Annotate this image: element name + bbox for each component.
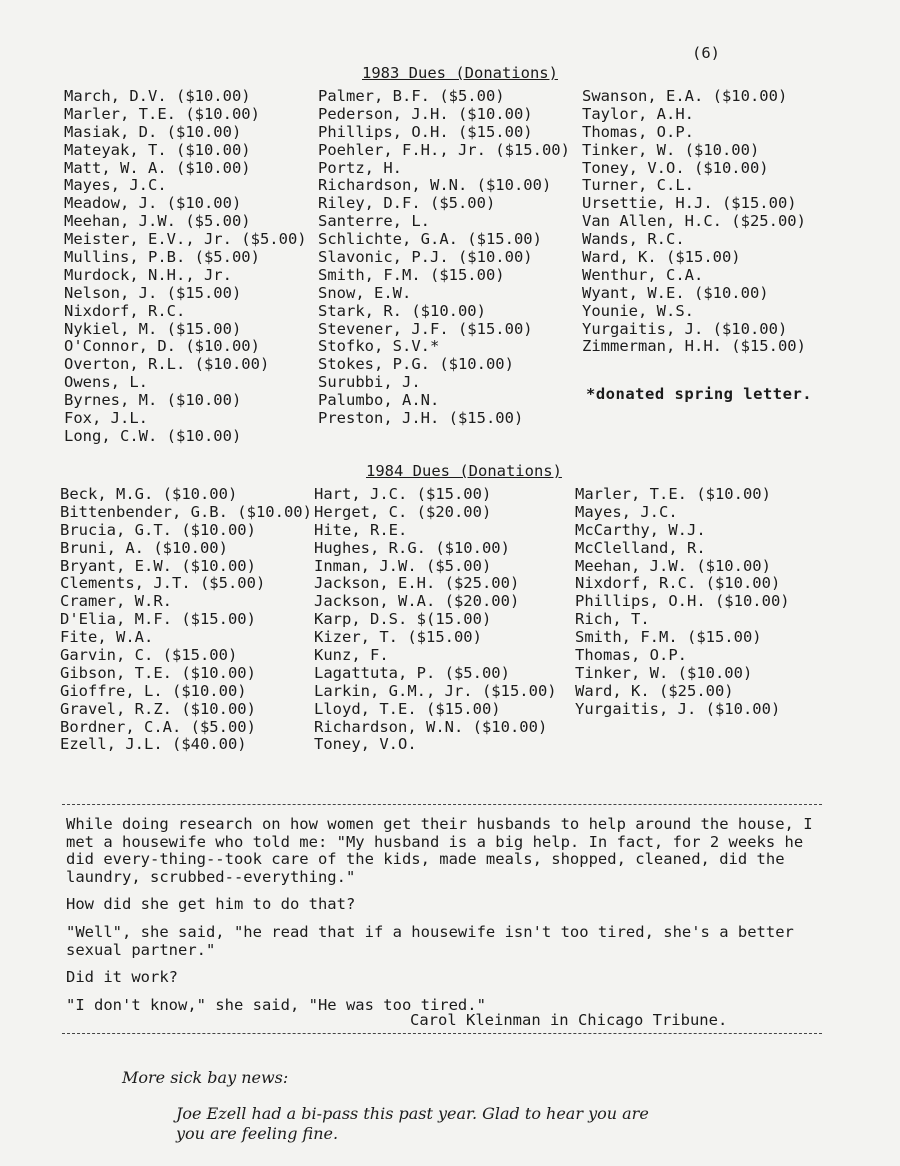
donor-entry: Nykiel, M. ($15.00) <box>64 319 242 338</box>
donor-entry: Ursettie, H.J. ($15.00) <box>582 194 797 213</box>
donor-entry: Garvin, C. ($15.00) <box>60 646 238 665</box>
donor-entry: Surubbi, J. <box>318 373 421 392</box>
donor-entry: Owens, L. <box>64 373 148 392</box>
donor-entry: Gioffre, L. ($10.00) <box>60 681 247 700</box>
story-paragraph: "I don't know," she said, "He was too tired." <box>66 995 486 1014</box>
donor-entry: Tinker, W. ($10.00) <box>575 663 753 682</box>
donor-entry: Meister, E.V., Jr. ($5.00) <box>64 230 307 249</box>
donor-entry: Smith, F.M. ($15.00) <box>575 628 762 647</box>
donor-entry: Swanson, E.A. ($10.00) <box>582 87 788 105</box>
donor-entry: Stokes, P.G. ($10.00) <box>318 355 514 374</box>
donor-entry: Overton, R.L. ($10.00) <box>64 355 270 374</box>
donor-entry: Mateyak, T. ($10.00) <box>64 140 251 159</box>
donor-entry: Portz, H. <box>318 158 402 177</box>
donor-entry: Beck, M.G. ($10.00) <box>60 485 238 503</box>
donor-entry: Nelson, J. ($15.00) <box>64 283 242 302</box>
donor-entry: Younie, W.S. <box>582 301 694 320</box>
donor-entry: Marler, T.E. ($10.00) <box>575 485 771 503</box>
donor-entry: Yurgaitis, J. ($10.00) <box>575 699 781 718</box>
donor-entry: Gravel, R.Z. ($10.00) <box>60 699 256 718</box>
donor-entry: Phillips, O.H. ($10.00) <box>575 592 790 611</box>
donor-entry: Poehler, F.H., Jr. ($15.00) <box>318 140 570 159</box>
donor-entry: Bittenbender, G.B. ($10.00) <box>60 502 312 521</box>
donor-entry: Mullins, P.B. ($5.00) <box>64 248 260 267</box>
divider-top <box>62 804 822 805</box>
story-credit: Carol Kleinman in Chicago Tribune. <box>410 1011 728 1029</box>
donor-entry: Bryant, E.W. ($10.00) <box>60 556 256 575</box>
donor-entry: Riley, D.F. ($5.00) <box>318 194 496 213</box>
donor-entry: Hite, R.E. <box>314 520 408 539</box>
donor-entry: Lloyd, T.E. ($15.00) <box>314 699 501 718</box>
donor-entry: Richardson, W.N. ($10.00) <box>314 717 548 736</box>
donor-entry: Brucia, G.T. ($10.00) <box>60 520 256 539</box>
donor-entry: Toney, V.O. <box>314 735 417 754</box>
donor-entry: Palumbo, A.N. <box>318 391 440 410</box>
donor-entry: Jackson, W.A. ($20.00) <box>314 592 520 611</box>
donor-entry: Matt, W. A. ($10.00) <box>64 158 251 177</box>
donor-entry: Yurgaitis, J. ($10.00) <box>582 319 788 338</box>
donor-entry: Fite, W.A. <box>60 628 154 647</box>
donor-entry: Gibson, T.E. ($10.00) <box>60 663 256 682</box>
dues-1984-col3 <box>575 486 790 719</box>
dues-1984-col1 <box>60 486 312 754</box>
donor-entry: Mayes, J.C. <box>575 502 678 521</box>
donor-entry: Thomas, O.P. <box>575 646 687 665</box>
donor-entry: Long, C.W. ($10.00) <box>64 426 242 445</box>
donor-entry: Wands, R.C. <box>582 230 685 249</box>
donor-entry: Wenthur, C.A. <box>582 265 704 284</box>
dues-1983-col2 <box>318 88 570 428</box>
story-paragraph: While doing research on how women get their husbands to help around the house, I met a housewife who told me: "My husband is a big help. In fact, for 2 weeks he did every-thing--took care of the kids, made meals, shopped, cleaned, did the laundry, scrubbed--everything." <box>66 815 813 886</box>
donor-entry: Hart, J.C. ($15.00) <box>314 485 492 503</box>
donor-entry: Ward, K. ($25.00) <box>575 681 734 700</box>
donor-entry: Phillips, O.H. ($15.00) <box>318 122 533 141</box>
donor-entry: Kunz, F. <box>314 646 389 665</box>
donor-entry: Toney, V.O. ($10.00) <box>582 158 769 177</box>
donor-entry: Meehan, J.W. ($5.00) <box>64 212 251 231</box>
donor-entry: Wyant, W.E. ($10.00) <box>582 283 769 302</box>
page-number: (6) <box>692 44 720 62</box>
donor-entry: Palmer, B.F. ($5.00) <box>318 87 505 105</box>
donor-entry: Bruni, A. ($10.00) <box>60 538 228 557</box>
donor-entry: Richardson, W.N. ($10.00) <box>318 176 552 195</box>
dues-1983-heading: 1983 Dues (Donations) <box>362 64 558 82</box>
donor-entry: Preston, J.H. ($15.00) <box>318 409 524 428</box>
sick-bay-line2: you are feeling fine. <box>176 1124 339 1143</box>
story-paragraph: "Well", she said, "he read that if a housewife isn't too tired, she's a better sexual partner." <box>66 922 794 959</box>
donor-entry: Nixdorf, R.C. ($10.00) <box>575 574 781 593</box>
donor-entry: Mayes, J.C. <box>64 176 167 195</box>
donor-entry: Tinker, W. ($10.00) <box>582 140 760 159</box>
sick-bay-heading: More sick bay news: <box>122 1068 289 1087</box>
donor-entry: Rich, T. <box>575 610 650 629</box>
donor-entry: Inman, J.W. ($5.00) <box>314 556 492 575</box>
donor-entry: McCarthy, W.J. <box>575 520 706 539</box>
donor-entry: Masiak, D. ($10.00) <box>64 122 242 141</box>
donor-entry: Herget, C. ($20.00) <box>314 502 492 521</box>
donor-entry: Byrnes, M. ($10.00) <box>64 391 242 410</box>
dues-1984-col2 <box>314 486 557 754</box>
donor-entry: Larkin, G.M., Jr. ($15.00) <box>314 681 557 700</box>
donor-entry: Stark, R. ($10.00) <box>318 301 486 320</box>
donor-entry: Stofko, S.V.* <box>318 337 440 356</box>
donor-entry: Ward, K. ($15.00) <box>582 248 741 267</box>
housewife-story <box>66 816 828 1024</box>
donor-entry: Meadow, J. ($10.00) <box>64 194 242 213</box>
donor-entry: Nixdorf, R.C. <box>64 301 186 320</box>
donor-entry: Santerre, L. <box>318 212 430 231</box>
donor-entry: March, D.V. ($10.00) <box>64 87 251 105</box>
dues-1983-col1 <box>64 88 307 446</box>
donor-entry: Turner, C.L. <box>582 176 694 195</box>
donor-entry: Ezell, J.L. ($40.00) <box>60 735 247 754</box>
donor-entry: Schlichte, G.A. ($15.00) <box>318 230 542 249</box>
sick-bay-line1: Joe Ezell had a bi-pass this past year. Glad to hear you are <box>176 1104 649 1123</box>
donor-entry: Cramer, W.R. <box>60 592 172 611</box>
dues-1983-col3 <box>582 88 806 356</box>
donor-entry: Snow, E.W. <box>318 283 412 302</box>
donor-entry: O'Connor, D. ($10.00) <box>64 337 260 356</box>
donor-entry: Hughes, R.G. ($10.00) <box>314 538 510 557</box>
donor-entry: Taylor, A.H. <box>582 104 694 123</box>
donor-entry: Fox, J.L. <box>64 409 148 428</box>
story-paragraph: How did she get him to do that? <box>66 895 356 914</box>
donor-entry: Clements, J.T. ($5.00) <box>60 574 266 593</box>
donor-entry: Van Allen, H.C. ($25.00) <box>582 212 806 231</box>
donor-entry: Zimmerman, H.H. ($15.00) <box>582 337 806 356</box>
dues-1984-heading: 1984 Dues (Donations) <box>366 462 562 480</box>
donor-entry: Jackson, E.H. ($25.00) <box>314 574 520 593</box>
divider-bottom <box>62 1033 822 1034</box>
donor-entry: Marler, T.E. ($10.00) <box>64 104 260 123</box>
donor-entry: Smith, F.M. ($15.00) <box>318 265 505 284</box>
donor-entry: Lagattuta, P. ($5.00) <box>314 663 510 682</box>
donor-entry: McClelland, R. <box>575 538 706 557</box>
donor-entry: Murdock, N.H., Jr. <box>64 265 232 284</box>
donor-entry: Meehan, J.W. ($10.00) <box>575 556 771 575</box>
donor-entry: Thomas, O.P. <box>582 122 694 141</box>
donor-entry: Pederson, J.H. ($10.00) <box>318 104 533 123</box>
donor-entry: Slavonic, P.J. ($10.00) <box>318 248 533 267</box>
dues-1983-footnote: *donated spring letter. <box>586 385 813 403</box>
donor-entry: Kizer, T. ($15.00) <box>314 628 482 647</box>
donor-entry: Bordner, C.A. ($5.00) <box>60 717 256 736</box>
donor-entry: Karp, D.S. $(15.00) <box>314 610 492 629</box>
donor-entry: D'Elia, M.F. ($15.00) <box>60 610 256 629</box>
story-paragraph: Did it work? <box>66 968 178 987</box>
donor-entry: Stevener, J.F. ($15.00) <box>318 319 533 338</box>
